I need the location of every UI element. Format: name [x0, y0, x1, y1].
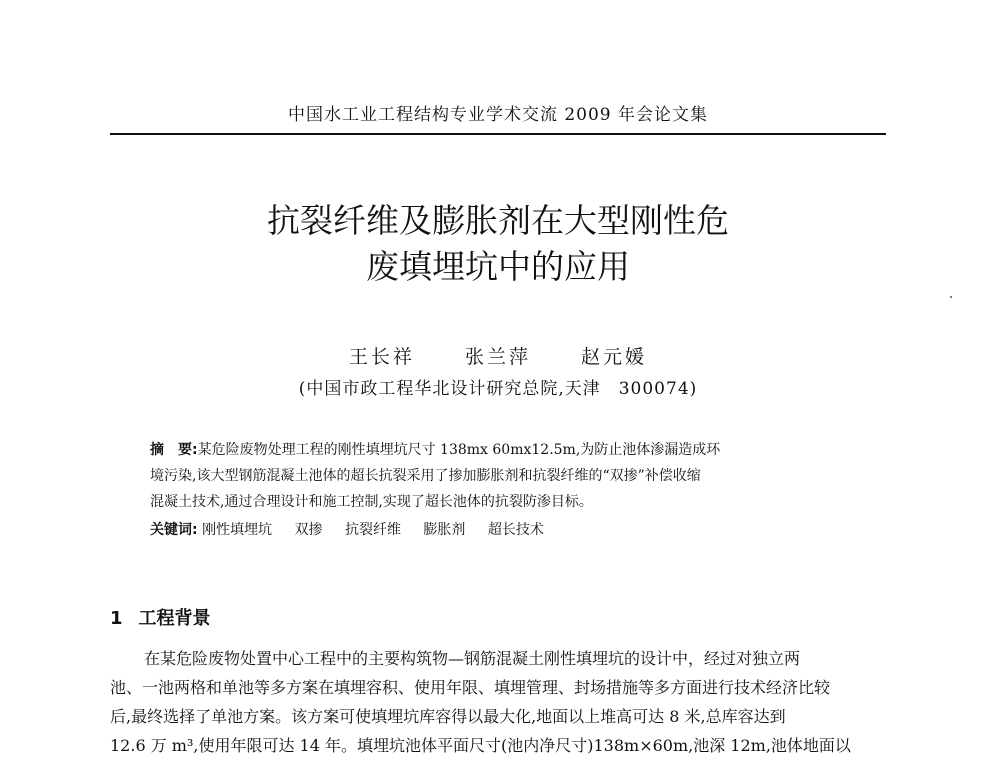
abstract-text: 某危险废物处理工程的刚性填埋坑尺寸 138mx 60mx12.5m,为防止池体渗漏造成环: [197, 442, 721, 458]
author-name: 赵元媛: [581, 346, 648, 368]
body-line: 在某危险废物处置中心工程中的主要构筑物—钢筋混凝土刚性填埋坑的设计中，经过对独立两: [144, 649, 801, 668]
body-line: 后,最终选择了单池方案。该方案可使填埋坑库容得以最大化,地面以上堆高可达 8 米,总库容达到: [110, 707, 786, 726]
keyword: 刚性填埋坑: [202, 522, 273, 538]
abstract: [150, 437, 875, 515]
section-heading: [110, 604, 211, 630]
keywords: [150, 519, 875, 541]
author-list: [110, 342, 886, 369]
abstract-line: [150, 437, 875, 463]
title-line-1: 抗裂纤维及膨胀剂在大型刚性危: [267, 201, 729, 240]
keyword: 双掺: [294, 522, 323, 538]
keyword: 抗裂纤维: [344, 522, 401, 538]
body-line: 池、一池两格和单池等多方案在填埋容积、使用年限、填埋管理、封场措施等多方面进行技术经济比较: [110, 678, 831, 697]
affiliation: (中国市政工程华北设计研究总院,天津 300074): [298, 379, 698, 399]
author-name: 张兰萍: [464, 346, 531, 368]
title-line-2: 废填埋坑中的应用: [366, 247, 630, 286]
body-text: [110, 644, 888, 760]
abstract-line: 境污染,该大型钢筋混凝土池体的超长抗裂采用了掺加膨胀剂和抗裂纤维的“双掺”补偿收缩: [150, 468, 701, 484]
body-line: 12.6 万 m³,使用年限可达 14 年。填埋坑池体平面尺寸(池内净尺寸)138m×60m,池深 12m,池体地面以: [110, 736, 851, 755]
section-number: 1: [110, 608, 123, 629]
paper-title: [110, 198, 886, 290]
abstract-line: 混凝土技术,通过合理设计和施工控制,实现了超长池体的抗裂防渗目标。: [150, 494, 593, 510]
section-title: 工程背景: [138, 608, 211, 629]
running-header: 中国水工业工程结构专业学术交流 2009 年会论文集: [287, 105, 709, 125]
keyword: 超长技术: [487, 522, 544, 538]
keywords-label: 关键词:: [150, 522, 198, 538]
scan-speck: [950, 296, 952, 298]
author-name: 王长祥: [348, 346, 415, 368]
abstract-label: 摘 要:: [150, 442, 198, 458]
keyword: 膨胀剂: [423, 522, 466, 538]
header-rule: [110, 133, 886, 135]
